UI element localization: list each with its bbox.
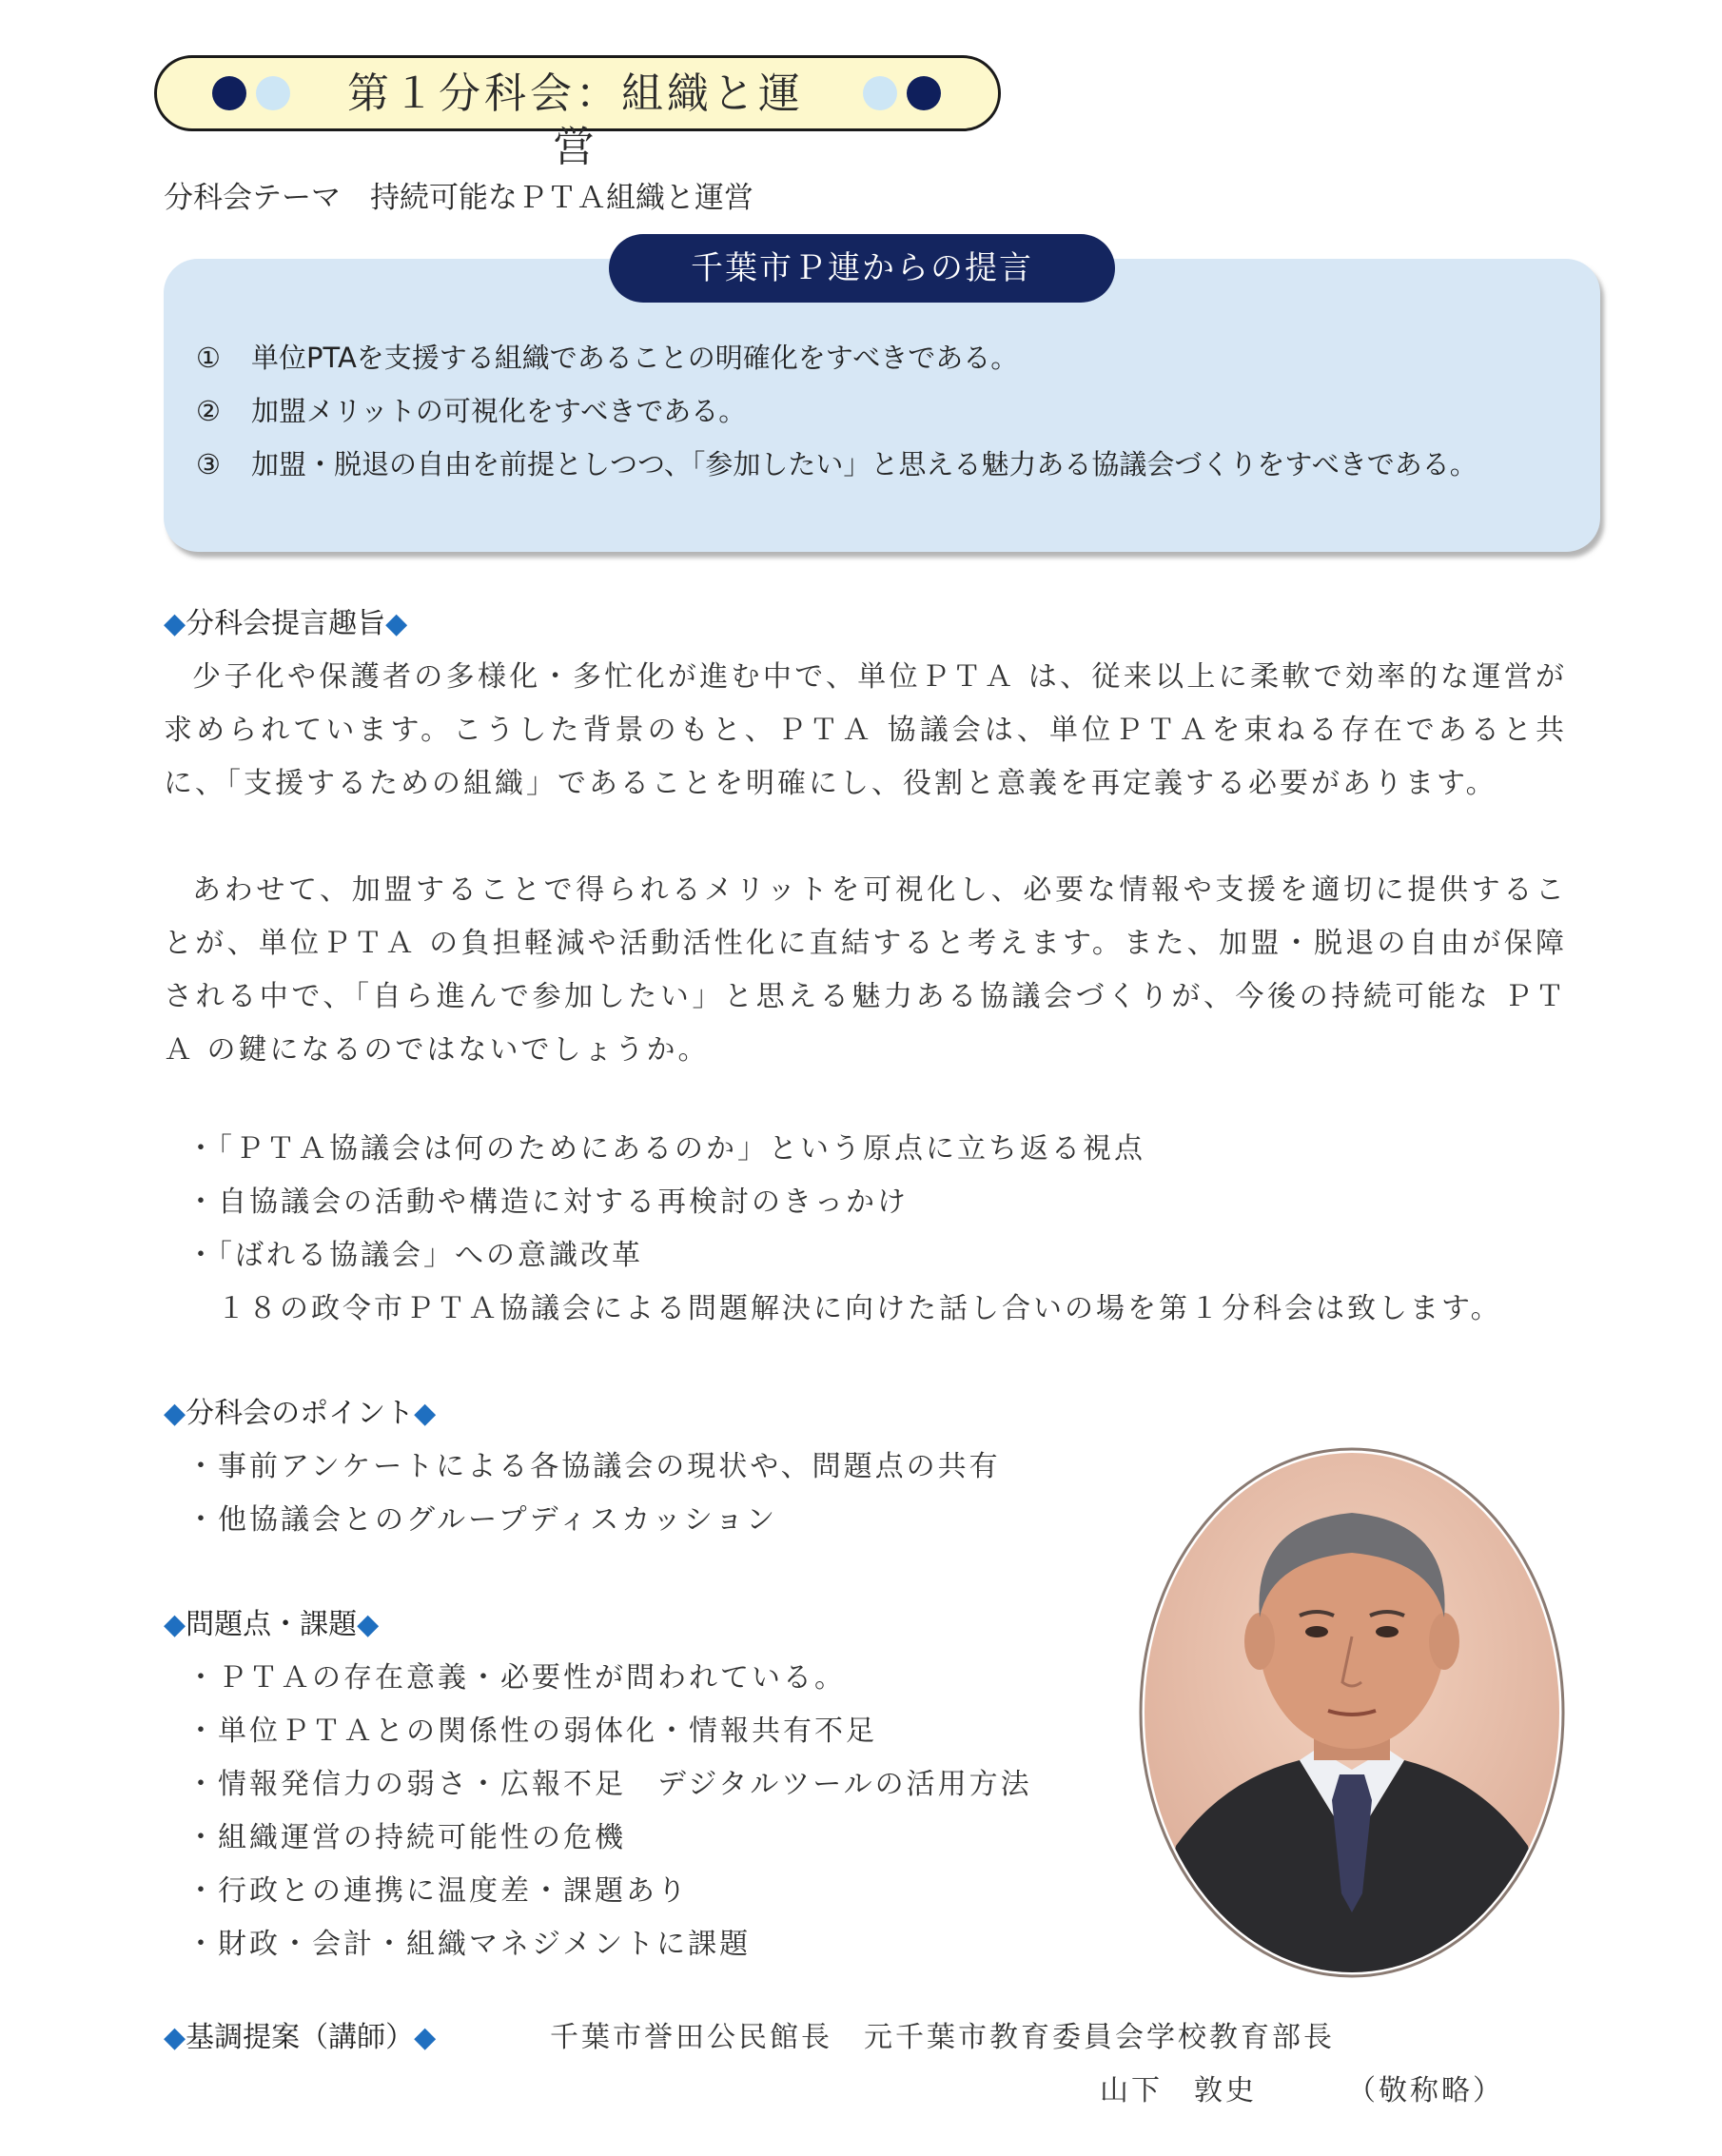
points-heading-text: 分科会のポイント xyxy=(186,1397,415,1430)
speaker-name: 山下 敦史 xyxy=(1100,2074,1257,2107)
navy-dot-icon xyxy=(212,76,246,110)
keynote-affiliation: 千葉市誉田公民館長 元千葉市教育委員会学校教育部長 xyxy=(550,2021,1335,2054)
issue-item: ・財政・会計・組織マネジメントに課題 xyxy=(186,1928,752,1961)
point-item: ・事前アンケートによる各協議会の現状や、問題点の共有 xyxy=(186,1450,1001,1483)
issue-item: ・単位ＰＴＡとの関係性の弱体化・情報共有不足 xyxy=(186,1715,877,1748)
diamond-icon: ◆ xyxy=(164,1608,186,1641)
summary-heading-text: 分科会提言趣旨 xyxy=(186,607,386,640)
issue-item: ・行政との連携に温度差・課題あり xyxy=(186,1874,689,1908)
proposal-item xyxy=(196,337,1018,379)
diamond-icon: ◆ xyxy=(414,1397,437,1430)
honorific-note: （敬称略） xyxy=(1347,2074,1504,2107)
points-heading xyxy=(164,1393,436,1435)
issue-item: ・ＰＴＡの存在意義・必要性が問われている。 xyxy=(186,1661,846,1695)
summary-heading xyxy=(164,603,407,645)
issue-item: ・組織運営の持続可能性の危機 xyxy=(186,1821,626,1854)
proposal-item xyxy=(196,443,1477,485)
point-item: ・他協議会とのグループディスカッション xyxy=(186,1503,778,1537)
proposal-item xyxy=(196,390,746,432)
proposal-number: ② xyxy=(196,395,221,427)
session-title: 第１分科会：組織と運営 xyxy=(347,69,804,171)
issue-item: ・情報発信力の弱さ・広報不足 デジタルツールの活用方法 xyxy=(186,1768,1032,1801)
proposal-number: ① xyxy=(196,342,221,374)
light-blue-dot-icon xyxy=(863,76,897,110)
diamond-icon: ◆ xyxy=(164,1397,186,1430)
proposal-text: 加盟・脱退の自由を前提としつつ、「参加したい」と思える魅力ある協議会づくりをすべきである。 xyxy=(251,448,1477,480)
proposal-number: ③ xyxy=(196,448,221,480)
light-blue-dot-icon xyxy=(256,76,290,110)
diamond-icon: ◆ xyxy=(164,2021,186,2054)
summary-paragraph-1: 少子化や保護者の多様化・多忙化が進む中で、単位ＰＴＡ は、従来以上に柔軟で効率的な運営が求められています。こうした背景のもと、ＰＴＡ 協議会は、単位ＰＴＡを束ねる存在であると共に、「支援するための組織」であることを明確にし、役割と意義を再定義する必要があります。 xyxy=(164,660,1567,800)
summary-bullet: ・「ＰＴＡ協議会は何のためにあるのか」という原点に立ち返る視点 xyxy=(186,1132,1145,1166)
session-title-banner xyxy=(154,55,1001,171)
summary-closing: １８の政令市ＰＴＡ協議会による問題解決に向けた話し合いの場を第１分科会は致します。 xyxy=(217,1292,1502,1325)
diamond-icon: ◆ xyxy=(385,607,408,640)
proposal-text: 単位PTAを支援する組織であることの明確化をすべきである。 xyxy=(251,342,1019,374)
session-theme: 分科会テーマ 持続可能なＰＴＡ組織と運営 xyxy=(164,181,753,215)
keynote-heading-text: 基調提案（講師） xyxy=(186,2021,415,2054)
issues-heading-text: 問題点・課題 xyxy=(186,1608,358,1641)
proposal-text: 加盟メリットの可視化をすべきである。 xyxy=(251,395,747,427)
navy-dot-icon xyxy=(907,76,941,110)
diamond-icon: ◆ xyxy=(357,1608,380,1641)
proposal-header: 千葉市Ｐ連からの提言 xyxy=(609,234,1115,303)
diamond-icon: ◆ xyxy=(164,607,186,640)
speaker-portrait xyxy=(1138,1446,1566,1979)
summary-bullet: ・「ばれる協議会」への意識改革 xyxy=(186,1239,643,1272)
summary-bullet: ・自協議会の活動や構造に対する再検討のきっかけ xyxy=(186,1186,909,1219)
keynote-heading xyxy=(164,2017,436,2059)
summary-paragraph-2: あわせて、加盟することで得られるメリットを可視化し、必要な情報や支援を適切に提供することが、単位ＰＴＡ の負担軽減や活動活性化に直結すると考えます。また、加盟・脱退の自由が保障される中で、「自ら進んで参加したい」と思える魅力ある協議会づくりが、今後の持続可能な ＰＴＡ の鍵になるのではないでしょうか。 xyxy=(164,873,1567,1067)
diamond-icon: ◆ xyxy=(414,2021,437,2054)
issues-heading xyxy=(164,1604,379,1646)
